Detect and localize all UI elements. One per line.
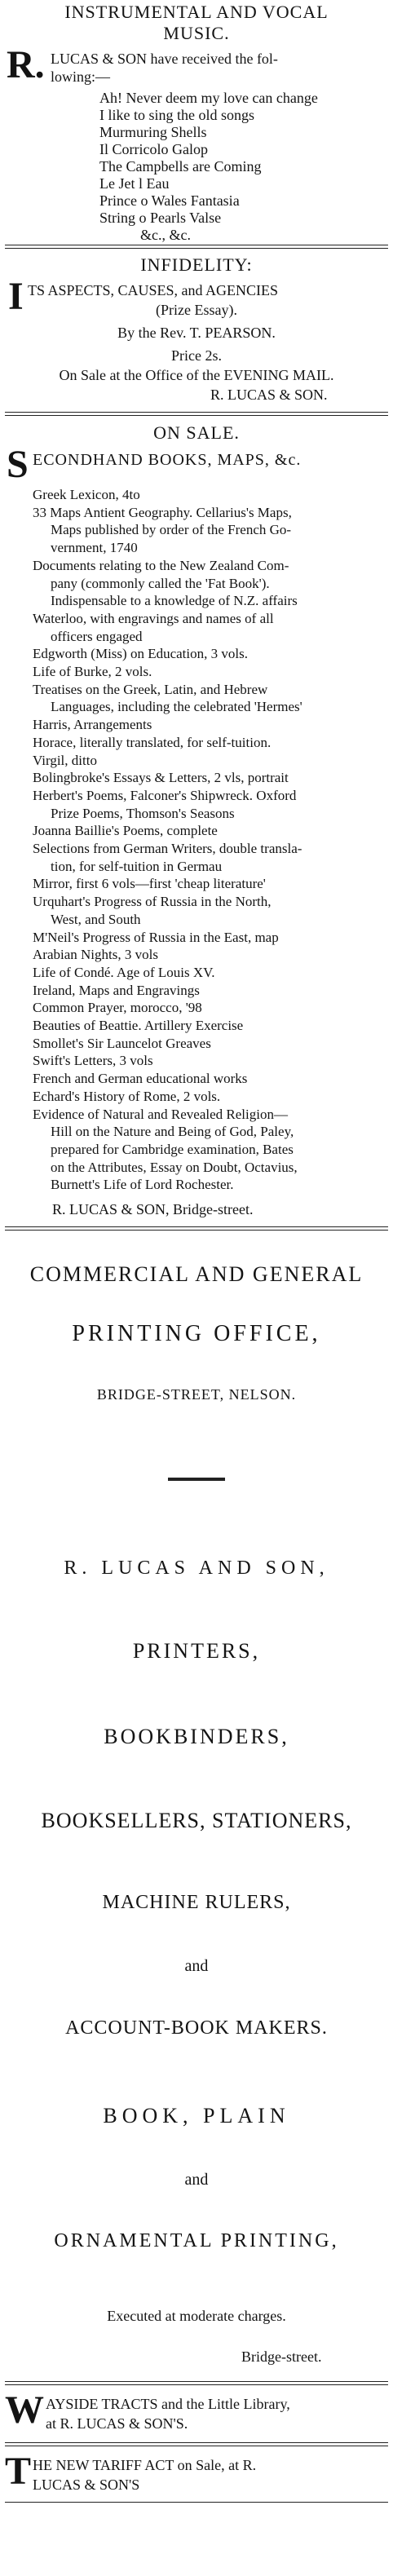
printing-ad-executed: Executed at moderate charges.	[107, 2308, 286, 2324]
on-sale-ad-book-line: Urquhart's Progress of Russia in the North,	[33, 894, 272, 909]
on-sale-ad-book-line: French and German educational works	[33, 1071, 248, 1086]
printing-ad-and-2: and	[184, 2171, 209, 2189]
on-sale-ad-book-line: Selections from German Writers, double transla-	[33, 841, 302, 856]
wayside-ad-dropcap: W	[5, 2388, 44, 2432]
on-sale-ad-book-line: Greek Lexicon, 4to	[33, 487, 140, 502]
on-sale-ad-book-line: Virgil, ditto	[33, 753, 97, 768]
on-sale-ad-book-line: Burnett's Life of Lord Rochester.	[51, 1177, 234, 1192]
divider	[5, 2381, 388, 2385]
on-sale-ad-book-line: 33 Maps Antient Geography. Cellarius's Maps,	[33, 505, 292, 520]
divider	[5, 245, 388, 249]
tariff-ad-line2: LUCAS & SON'S	[33, 2477, 140, 2493]
printing-ad-machine: MACHINE RULERS,	[102, 1892, 291, 1913]
infidelity-ad-author: By the Rev. T. PEARSON.	[117, 325, 276, 341]
tariff-ad-line1: HE NEW TARIFF ACT on Sale, at R.	[33, 2457, 257, 2473]
infidelity-ad-dropcap: I	[8, 275, 24, 318]
on-sale-ad-signature: R. LUCAS & SON, Bridge-street.	[52, 1201, 254, 1217]
music-ad-item: Ah! Never deem my love can change	[99, 90, 318, 106]
on-sale-ad-book-line: M'Neil's Progress of Russia in the East, map	[33, 930, 279, 945]
printing-ad-and-1: and	[184, 1957, 209, 1975]
infidelity-ad-line1: TS ASPECTS, CAUSES, and AGENCIES	[28, 282, 279, 298]
tariff-ad-dropcap: T	[5, 2450, 32, 2493]
on-sale-ad-book-line: Documents relating to the New Zealand Com-	[33, 558, 289, 573]
on-sale-ad-book-line: Mirror, first 6 vols—first 'cheap literature'	[33, 876, 266, 891]
infidelity-ad-sale: On Sale at the Office of the EVENING MAIL.	[59, 367, 334, 383]
on-sale-ad-book-line: officers engaged	[51, 629, 143, 644]
on-sale-ad-book-line: Bolingbroke's Essays & Letters, 2 vls, portrait	[33, 770, 289, 785]
on-sale-ad-book-line: on the Attributes, Essay on Doubt, Octavius,	[51, 1160, 298, 1175]
on-sale-ad-book-line: prepared for Cambridge examination, Bates	[51, 1142, 294, 1157]
music-ad-title-line1: INSTRUMENTAL AND VOCAL	[64, 2, 329, 22]
on-sale-ad-book-line: Common Prayer, morocco, '98	[33, 1000, 202, 1015]
on-sale-ad-book-line: Languages, including the celebrated 'Hermes'	[51, 699, 302, 714]
music-ad-item: I like to sing the old songs	[99, 107, 254, 123]
printing-ad-book-plain: BOOK, PLAIN	[103, 2104, 290, 2128]
music-ad-item: The Campbells are Coming	[99, 158, 262, 175]
on-sale-ad-book-line: Edgworth (Miss) on Education, 3 vols.	[33, 646, 248, 661]
on-sale-ad-book-line: Ireland, Maps and Engravings	[33, 983, 200, 998]
on-sale-ad-book-line: West, and South	[51, 912, 141, 927]
on-sale-ad-book-line: Echard's History of Rome, 2 vols.	[33, 1089, 221, 1104]
divider	[5, 2502, 388, 2503]
on-sale-ad-book-line: pany (commonly called the 'Fat Book').	[51, 576, 270, 591]
music-ad-intro-line1: LUCAS & SON have received the fol-	[51, 51, 278, 67]
on-sale-ad-book-line: Arabian Nights, 3 vols	[33, 947, 158, 962]
on-sale-ad-book-line: Life of Condé. Age of Louis XV.	[33, 965, 215, 980]
divider	[5, 1226, 388, 1231]
divider	[5, 2442, 388, 2446]
music-ad-dropcap: R.	[7, 43, 45, 86]
music-ad-item: Le Jet l Eau	[99, 175, 170, 192]
infidelity-ad-title: INFIDELITY:	[140, 254, 253, 275]
printing-ad-address: BRIDGE-STREET, NELSON.	[96, 1386, 297, 1403]
printing-ad-printers: PRINTERS,	[132, 1639, 261, 1663]
on-sale-ad-book-line: Swift's Letters, 3 vols	[33, 1053, 153, 1068]
on-sale-ad-book-line: Waterloo, with engravings and names of all	[33, 611, 274, 626]
infidelity-ad-price: Price 2s.	[171, 347, 222, 364]
on-sale-ad-book-line: Smollet's Sir Launcelot Greaves	[33, 1036, 211, 1051]
music-ad-item: &c., &c.	[140, 227, 191, 243]
on-sale-ad-book-line: Life of Burke, 2 vols.	[33, 664, 152, 679]
on-sale-ad-book-line: Herbert's Poems, Falconer's Shipwreck. Oxford	[33, 788, 297, 803]
on-sale-ad-book-line: tion, for self-tuition in Germau	[51, 859, 223, 874]
on-sale-ad-book-line: Prize Poems, Thomson's Seasons	[51, 806, 235, 821]
on-sale-ad-title: ON SALE.	[153, 422, 240, 443]
on-sale-ad-book-line: Hill on the Nature and Being of God, Paley,	[51, 1124, 294, 1139]
on-sale-ad-book-line: Treatises on the Greek, Latin, and Hebrew	[33, 682, 268, 697]
infidelity-ad-signature: R. LUCAS & SON.	[210, 387, 328, 403]
music-ad-intro-line2: lowing:—	[51, 68, 111, 85]
music-ad-item: Prince o Wales Fantasia	[99, 192, 240, 209]
music-ad-item: String o Pearls Valse	[99, 210, 222, 226]
on-sale-ad-book-line: Maps published by order of the French Go-	[51, 522, 292, 537]
music-ad-item: Murmuring Shells	[99, 124, 207, 140]
on-sale-ad-book-line: vernment, 1740	[51, 540, 138, 555]
on-sale-ad-book-line: Indispensable to a knowledge of N.Z. affairs	[51, 593, 298, 608]
printing-ad-bookbinders: BOOKBINDERS,	[104, 1725, 289, 1748]
printing-ad-street: Bridge-street.	[241, 2348, 322, 2365]
on-sale-ad-book-line: Joanna Baillie's Poems, complete	[33, 823, 218, 838]
wayside-ad-line1: AYSIDE TRACTS and the Little Library,	[46, 2396, 290, 2412]
on-sale-ad-book-line: Horace, literally translated, for self-tuition.	[33, 735, 272, 750]
infidelity-ad-line2: (Prize Essay).	[156, 302, 237, 318]
printing-ad-booksellers: BOOKSELLERS, STATIONERS,	[41, 1809, 352, 1832]
music-ad-title-line2: MUSIC.	[163, 23, 230, 43]
printing-ad-subtitle: PRINTING OFFICE,	[72, 1321, 321, 1346]
on-sale-ad-book-line: Evidence of Natural and Revealed Religion—	[33, 1107, 288, 1122]
printing-ad-account: ACCOUNT-BOOK MAKERS.	[65, 2017, 328, 2039]
printing-ad-title: COMMERCIAL AND GENERAL	[29, 1262, 364, 1286]
short-divider	[168, 1478, 225, 1481]
printing-ad-ornamental: ORNAMENTAL PRINTING,	[54, 2230, 339, 2251]
printing-ad-firm: R. LUCAS AND SON,	[64, 1558, 329, 1579]
divider	[5, 412, 388, 416]
on-sale-ad-heading: ECONDHAND BOOKS, MAPS, &c.	[33, 451, 302, 469]
on-sale-ad-book-line: Beauties of Beattie. Artillery Exercise	[33, 1018, 244, 1033]
on-sale-ad-dropcap: S	[7, 443, 29, 486]
music-ad-item: Il Corricolo Galop	[99, 141, 208, 157]
wayside-ad-line2: at R. LUCAS & SON'S.	[46, 2415, 188, 2432]
on-sale-ad-book-line: Harris, Arrangements	[33, 717, 152, 732]
